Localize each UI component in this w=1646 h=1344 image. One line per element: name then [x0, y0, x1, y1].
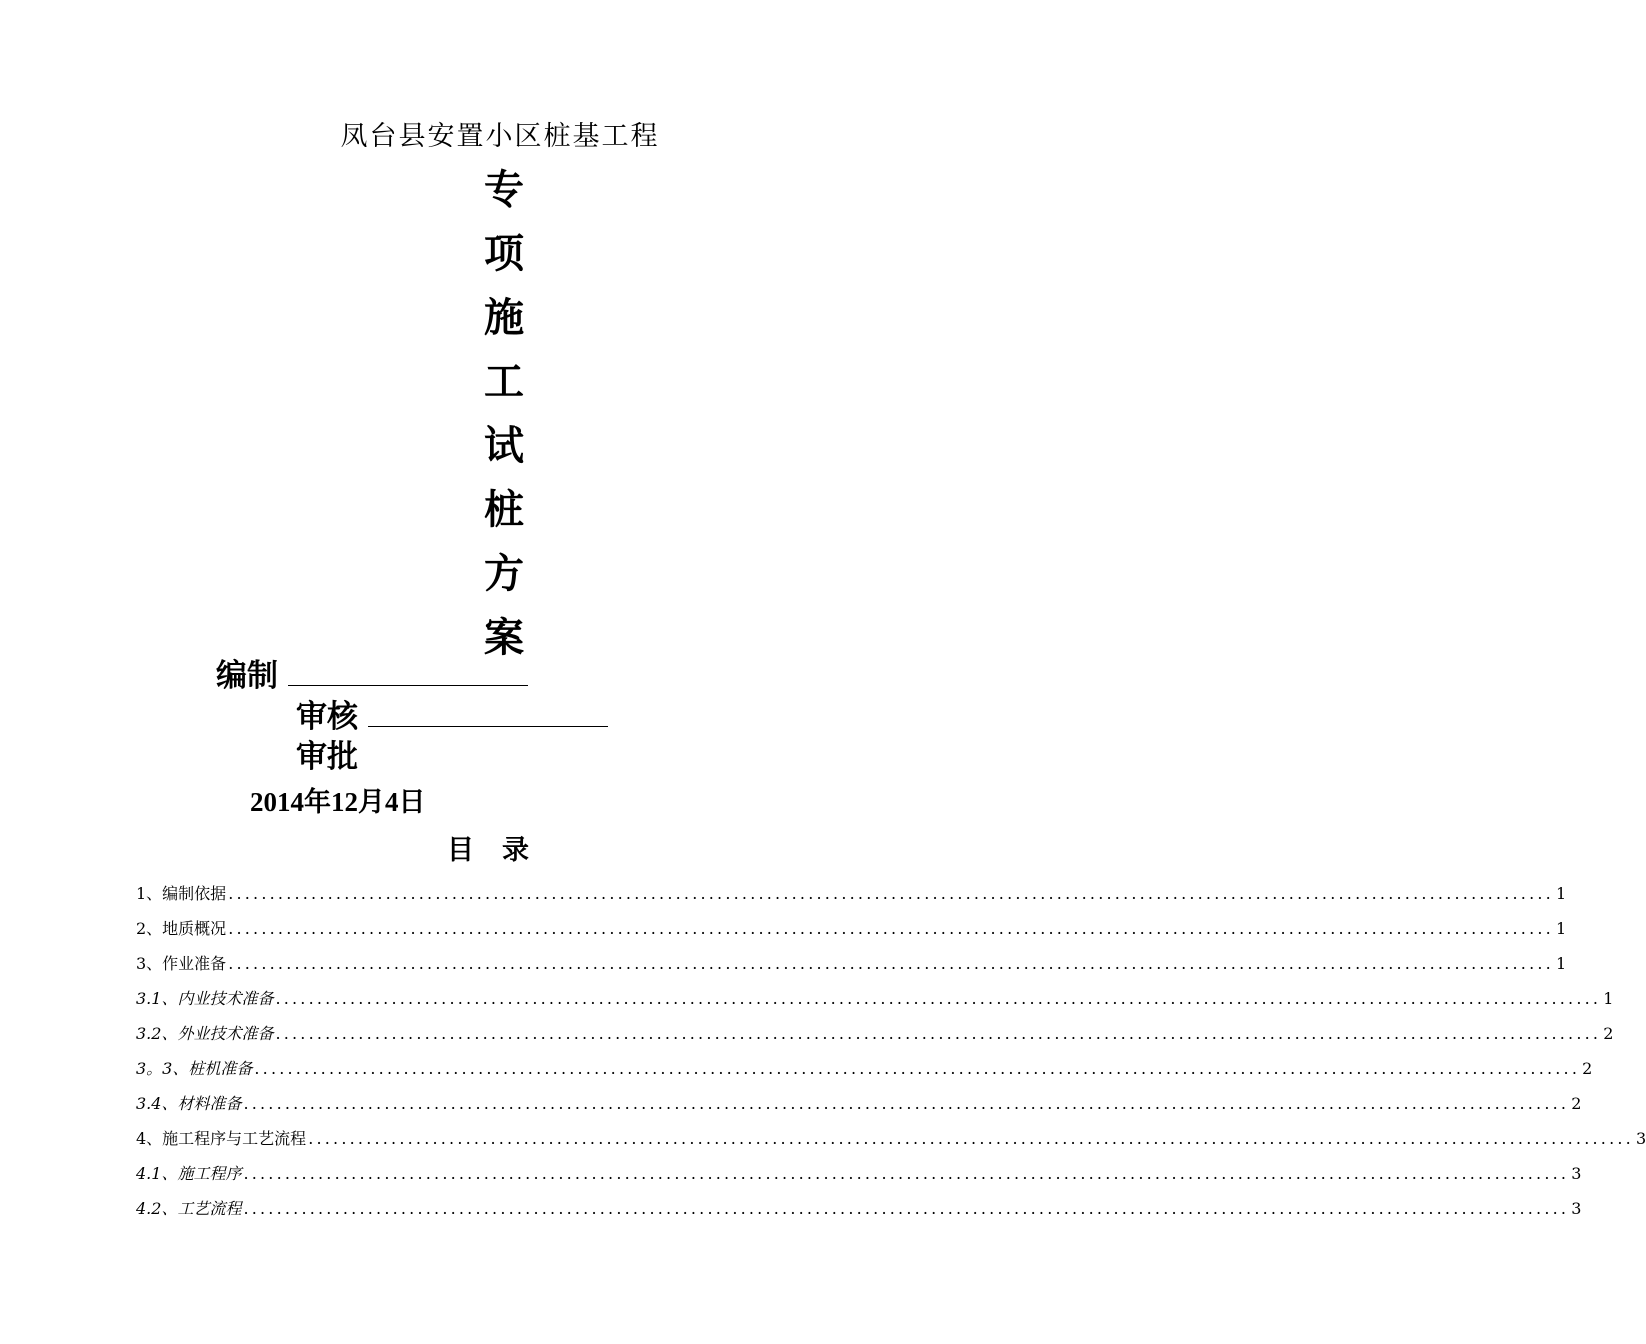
toc-entry-label: 1、编制依据 — [136, 884, 227, 903]
toc-entry-label: 4、施工程序与工艺流程 — [136, 1129, 307, 1148]
toc-entry-page: 3 — [1635, 1129, 1646, 1148]
toc-entry[interactable] — [136, 981, 1614, 1016]
toc-leader-dots: ................................................................................................................................................................ — [228, 919, 1554, 938]
toc-entry[interactable] — [136, 1051, 1593, 1086]
toc-entry-page: 2 — [1603, 1024, 1614, 1043]
title-char: 专 — [484, 167, 524, 213]
toc-entry-page: 3 — [1571, 1164, 1582, 1183]
toc-entry[interactable] — [136, 911, 1567, 946]
toc-leader-dots: ................................................................................................................................................................ — [275, 1024, 1602, 1043]
review-label: 审核 — [296, 699, 358, 735]
toc-entry-label: 3。3、桩机准备 — [136, 1059, 253, 1078]
toc-title: 目录 — [447, 835, 557, 866]
title-char: 试 — [484, 423, 524, 469]
toc-entry-label: 3.2、外业技术准备 — [136, 1024, 274, 1043]
compile-signature-line — [288, 661, 528, 686]
toc-entry[interactable] — [136, 1121, 1646, 1156]
toc-entry-page: 2 — [1582, 1059, 1593, 1078]
toc-entry[interactable] — [136, 1016, 1614, 1051]
toc-entry[interactable] — [136, 946, 1567, 981]
table-of-contents — [136, 876, 1646, 1226]
toc-leader-dots: ................................................................................................................................................................ — [275, 989, 1602, 1008]
compile-label: 编制 — [216, 658, 278, 694]
toc-entry-label: 2、地质概况 — [136, 919, 227, 938]
toc-entry-page: 1 — [1555, 884, 1567, 903]
toc-entry[interactable] — [136, 1086, 1582, 1121]
toc-entry-label: 3、作业准备 — [136, 954, 227, 973]
toc-entry-label: 4.2、工艺流程 — [136, 1199, 242, 1218]
title-char: 项 — [484, 231, 524, 277]
title-char: 案 — [484, 615, 524, 661]
toc-entry[interactable] — [136, 1156, 1582, 1191]
toc-leader-dots: ................................................................................................................................................................ — [228, 884, 1554, 903]
document-date: 2014年12月4日 — [250, 787, 426, 817]
title-char: 方 — [484, 551, 524, 597]
title-char: 工 — [484, 359, 524, 405]
toc-entry-label: 4.1、施工程序 — [136, 1164, 242, 1183]
toc-entry-label: 3.1、内业技术准备 — [136, 989, 274, 1008]
toc-leader-dots: ................................................................................................................................................................ — [243, 1094, 1570, 1113]
document-title-vertical — [476, 158, 532, 670]
review-signature-line — [368, 702, 608, 727]
title-char: 施 — [484, 295, 524, 341]
toc-entry-page: 1 — [1603, 989, 1614, 1008]
compile-signature-row — [216, 656, 528, 696]
title-char: 桩 — [484, 487, 524, 533]
toc-leader-dots: ................................................................................................................................................................ — [308, 1129, 1634, 1148]
toc-leader-dots: ................................................................................................................................................................ — [243, 1164, 1570, 1183]
approve-label: 审批 — [296, 739, 358, 775]
toc-entry-page: 1 — [1555, 919, 1567, 938]
toc-entry-page: 3 — [1571, 1199, 1582, 1218]
toc-leader-dots: ................................................................................................................................................................ — [243, 1199, 1570, 1218]
toc-entry-page: 2 — [1571, 1094, 1582, 1113]
toc-entry[interactable] — [136, 876, 1567, 911]
toc-entry-label: 3.4、材料准备 — [136, 1094, 242, 1113]
project-name: 凤台县安置小区桩基工程 — [340, 121, 660, 152]
toc-leader-dots: ................................................................................................................................................................ — [228, 954, 1554, 973]
toc-leader-dots: ................................................................................................................................................................ — [254, 1059, 1581, 1078]
review-signature-row — [296, 697, 608, 737]
toc-entry[interactable] — [136, 1191, 1582, 1226]
toc-entry-page: 1 — [1555, 954, 1567, 973]
approve-signature-row — [296, 737, 358, 777]
